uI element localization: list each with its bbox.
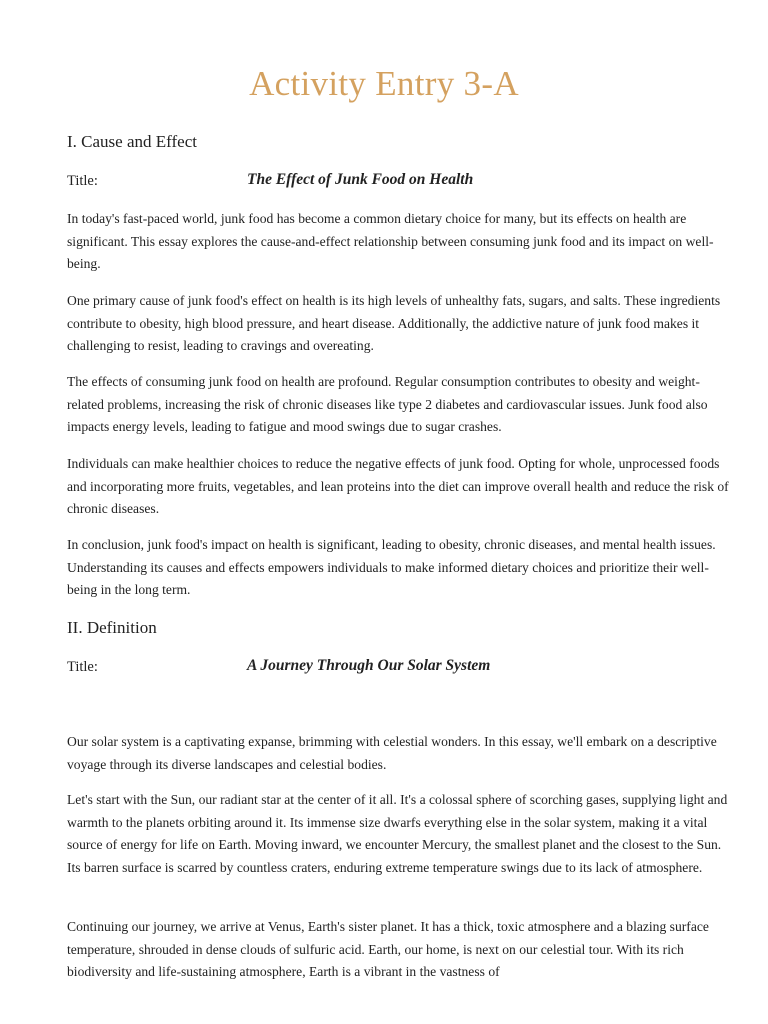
paragraph: In today's fast-paced world, junk food has become a common dietary choice for many, but its effects on health are significant. This essay explores the cause-and-effect relationship between consuming junk food and its impact on well-being. xyxy=(67,211,714,271)
paragraph: The effects of consuming junk food on health are profound. Regular consumption contributes to obesity and weight-related problems, increasing the risk of chronic diseases like type 2 diabetes and cardiovascular issues. Junk food also impacts energy levels, leading to fatigue and mood swings due to sugar crashes. xyxy=(67,374,708,434)
essay-title-row xyxy=(67,173,727,195)
essay-title: A Journey Through Our Solar System xyxy=(247,657,491,674)
paragraph: One primary cause of junk food's effect on health is its high levels of unhealthy fats, sugars, and salts. These ingredients contribute to obesity, high blood pressure, and heart disease. Additionally, the addictive nature of junk food makes it challenging to resist, leading to cravings and overeating. xyxy=(67,293,721,353)
paragraph: Our solar system is a captivating expanse, brimming with celestial wonders. In this essay, we'll embark on a descriptive voyage through its diverse landscapes and celestial bodies. xyxy=(67,734,717,772)
title-label: Title: xyxy=(67,659,98,675)
title-label: Title: xyxy=(67,173,98,189)
essay-title-row xyxy=(67,659,727,681)
paragraph: In conclusion, junk food's impact on health is significant, leading to obesity, chronic diseases, and mental health issues. Understanding its causes and effects empowers individuals to make informed dietary choices and prioritize their well-being in the long term. xyxy=(67,537,716,597)
paragraph: Let's start with the Sun, our radiant star at the center of it all. It's a colossal sphere of scorching gases, supplying light and warmth to the planets orbiting around it. Its immense size dwarfs everything else in the solar system, making it a vital source of energy for life on Earth. Moving inward, we encounter Mercury, the smallest planet and the closest to the Sun. Its barren surface is scarred by countless craters, enduring extreme temperature swings due to its lack of atmosphere. xyxy=(67,792,728,875)
paragraph: Continuing our journey, we arrive at Venus, Earth's sister planet. It has a thick, toxic atmosphere and a blazing surface temperature, shrouded in dense clouds of sulfuric acid. Earth, our home, is next on our celestial tour. With its rich biodiversity and life-sustaining atmosphere, Earth is a vibrant in the vastness of xyxy=(67,919,709,979)
paragraph: Individuals can make healthier choices to reduce the negative effects of junk food. Opting for whole, unprocessed foods and incorporating more fruits, vegetables, and lean proteins into the diet can improve overall health and reduce the risk of chronic diseases. xyxy=(67,456,729,516)
document-title: Activity Entry 3-A xyxy=(249,64,519,103)
section-heading-definition: II. Definition xyxy=(67,618,157,637)
essay-title: The Effect of Junk Food on Health xyxy=(247,171,474,188)
section-heading-cause-effect: I. Cause and Effect xyxy=(67,132,197,151)
